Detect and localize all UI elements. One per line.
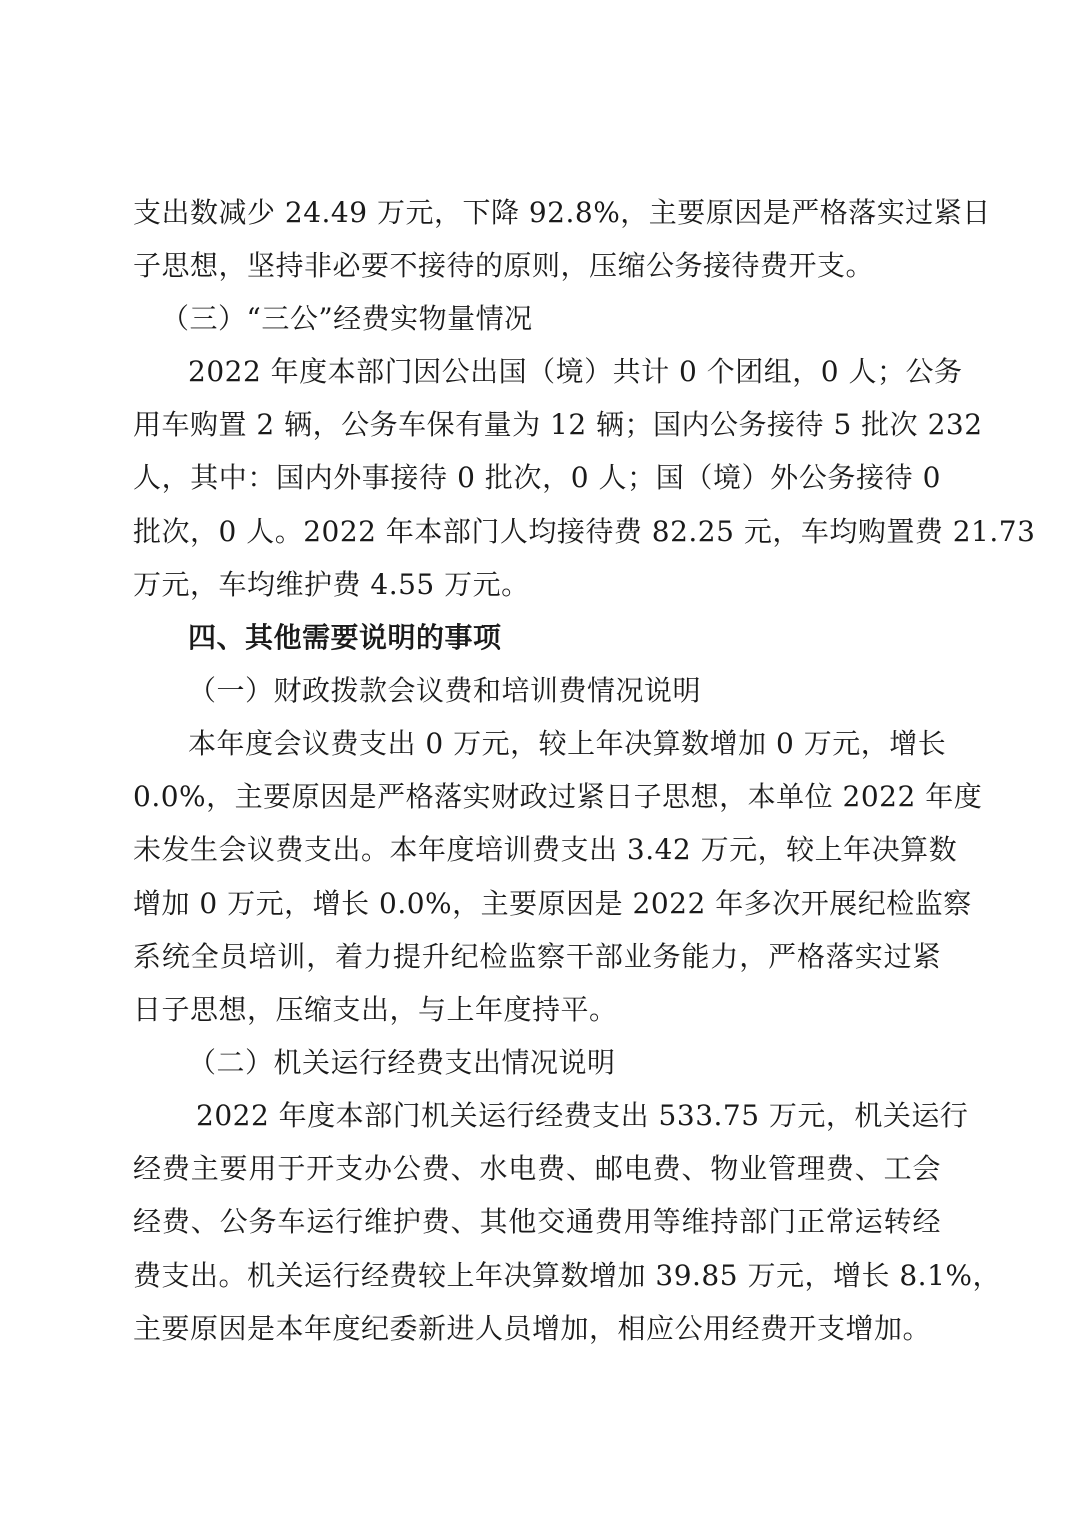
paragraph-line: 系统全员培训，着力提升纪检监察干部业务能力，严格落实过紧 <box>133 940 941 973</box>
paragraph-line: 2022 年度本部门机关运行经费支出 533.75 万元，机关运行 <box>196 1099 969 1132</box>
subsection-heading-operating-expenses: （二）机关运行经费支出情况说明 <box>188 1046 616 1079</box>
section-heading-other-matters: 四、其他需要说明的事项 <box>188 621 502 654</box>
paragraph-line: 0.0%，主要原因是严格落实财政过紧日子思想，本单位 2022 年度 <box>133 780 983 813</box>
paragraph-line: 主要原因是本年度纪委新进人员增加，相应公用经费开支增加。 <box>133 1312 932 1345</box>
section-heading-three-public: （三）“三公”经费实物量情况 <box>161 302 533 335</box>
paragraph-line: 用车购置 2 辆，公务车保有量为 12 辆；国内公务接待 5 批次 232 <box>133 408 983 441</box>
paragraph-line: 支出数减少 24.49 万元，下降 92.8%，主要原因是严格落实过紧日 <box>133 196 991 229</box>
paragraph-line: 费支出。机关运行经费较上年决算数增加 39.85 万元，增长 8.1%， <box>133 1259 1001 1292</box>
paragraph-line: 未发生会议费支出。本年度培训费支出 3.42 万元，较上年决算数 <box>133 833 958 866</box>
paragraph-line: 2022 年度本部门因公出国（境）共计 0 个团组，0 人；公务 <box>188 355 963 388</box>
paragraph-line: 本年度会议费支出 0 万元，较上年决算数增加 0 万元，增长 <box>188 727 947 760</box>
paragraph-line: 子思想，坚持非必要不接待的原则，压缩公务接待费开支。 <box>133 249 875 282</box>
paragraph-line: 批次，0 人。2022 年本部门人均接待费 82.25 元，车均购置费 21.73 <box>133 515 1036 548</box>
paragraph-line: 人，其中：国内外事接待 0 批次，0 人；国（境）外公务接待 0 <box>133 461 941 494</box>
paragraph-line: 经费、公务车运行维护费、其他交通费用等维持部门正常运转经 <box>133 1205 941 1238</box>
paragraph-line: 经费主要用于开支办公费、水电费、邮电费、物业管理费、工会 <box>133 1152 941 1185</box>
paragraph-line: 增加 0 万元，增长 0.0%，主要原因是 2022 年多次开展纪检监察 <box>133 887 972 920</box>
paragraph-line: 万元，车均维护费 4.55 万元。 <box>133 568 530 601</box>
paragraph-line: 日子思想，压缩支出，与上年度持平。 <box>133 993 618 1026</box>
subsection-heading-meeting-training: （一）财政拨款会议费和培训费情况说明 <box>188 674 702 707</box>
